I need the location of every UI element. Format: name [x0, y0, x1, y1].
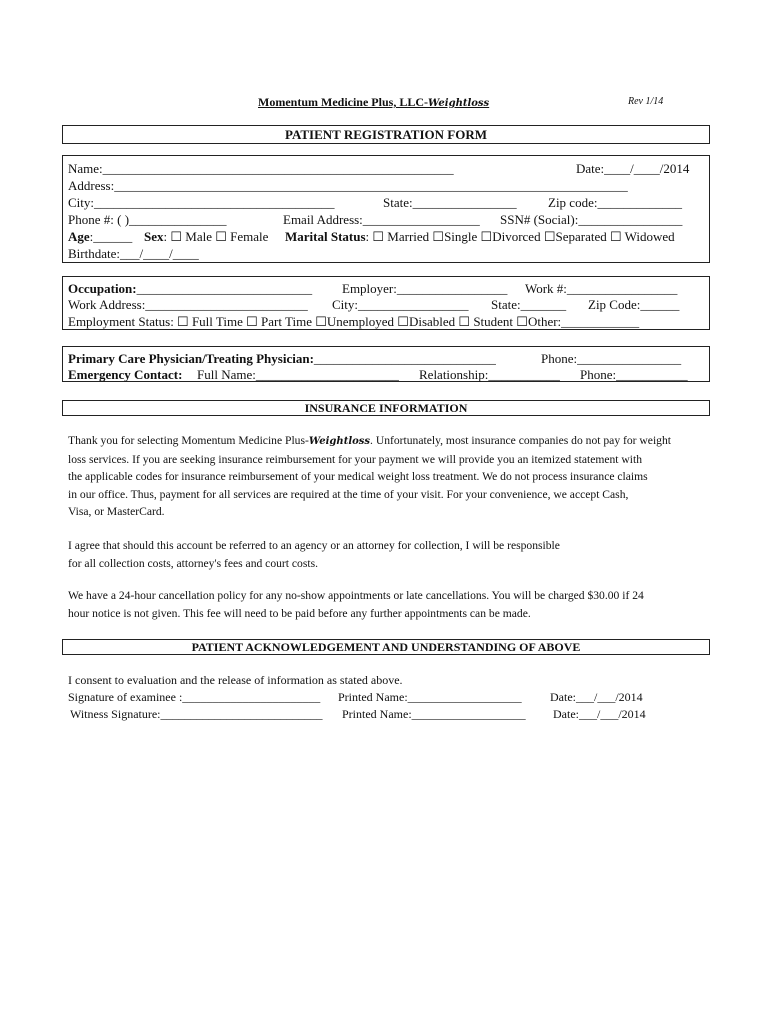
- occupation-label: Occupation:: [68, 281, 137, 296]
- zip-field[interactable]: Zip code:_____________: [548, 195, 682, 210]
- examinee-signature-field[interactable]: Signature of examinee :_______________________: [68, 690, 321, 704]
- insurance-p3-line-1: We have a 24-hour cancellation policy for any no-show appointments or late cancellations. You will be charged $30.00 if 24: [68, 589, 644, 602]
- acknowledgement-title: PATIENT ACKNOWLEDGEMENT AND UNDERSTANDING OF ABOVE: [62, 639, 710, 655]
- emergency-contact-label: Emergency Contact:: [68, 367, 183, 382]
- form-title: PATIENT REGISTRATION FORM: [62, 125, 710, 144]
- insurance-p2-line-2: for all collection costs, attorney's fees and court costs.: [68, 556, 318, 570]
- insurance-p1-line-1a: Thank you for selecting Momentum Medicine Plus-: [68, 434, 309, 447]
- age-field[interactable]: [68, 228, 132, 245]
- work-city-field[interactable]: City:_________________: [332, 297, 469, 312]
- marital-status-field[interactable]: [285, 228, 675, 245]
- phone-field[interactable]: Phone #: ( )_______________: [68, 212, 227, 227]
- company-name-text: Momentum Medicine Plus, LLC-: [258, 95, 428, 109]
- physician-label: Primary Care Physician/Treating Physician:: [68, 351, 314, 366]
- birthdate-field[interactable]: Birthdate:___/____/____: [68, 246, 199, 261]
- email-field[interactable]: Email Address:__________________: [283, 212, 480, 227]
- date-field[interactable]: Date:____/____/2014: [576, 161, 690, 176]
- insurance-p1-line-4: in our office. Thus, payment for all services are required at the time of your visit. For your convenience, we accept Cash,: [68, 487, 629, 501]
- employer-field[interactable]: Employer:_________________: [342, 281, 508, 296]
- examinee-date-field[interactable]: Date:___/___/2014: [550, 690, 643, 704]
- occupation-field[interactable]: [68, 280, 312, 297]
- age-label: Age: [68, 229, 90, 244]
- examinee-printed-name-field[interactable]: Printed Name:___________________: [338, 690, 522, 704]
- emergency-name-field[interactable]: Full Name:______________________: [197, 367, 399, 382]
- marital-status-label: Marital Status: [285, 229, 366, 244]
- witness-printed-name-field[interactable]: Printed Name:___________________: [342, 707, 526, 721]
- work-zip-field[interactable]: Zip Code:______: [588, 297, 680, 312]
- state-field[interactable]: State:________________: [383, 195, 517, 210]
- age-blank[interactable]: :______: [89, 229, 133, 244]
- company-name: [258, 95, 489, 110]
- insurance-title: INSURANCE INFORMATION: [62, 400, 710, 416]
- insurance-paragraph-1: [68, 432, 708, 521]
- marital-status-options[interactable]: : ☐ Married ☐Single ☐Divorced ☐Separated ☐ Widowed: [365, 229, 675, 244]
- insurance-p2-line-1: I agree that should this account be referred to an agency or an attorney for collection, I will be responsible: [68, 539, 560, 552]
- emergency-relationship-field[interactable]: Relationship:___________: [419, 367, 560, 382]
- sex-options[interactable]: : ☐ Male ☐ Female: [163, 229, 269, 244]
- insurance-p1-line-2: loss services. If you are seeking insurance reimbursement for your payment we will provide you an itemized statement with: [68, 452, 643, 466]
- physician-phone-field[interactable]: Phone:________________: [541, 351, 682, 366]
- work-state-field[interactable]: State:_______: [491, 297, 567, 312]
- address-field[interactable]: Address:_______________________________________________________________________________: [68, 178, 628, 193]
- sex-field[interactable]: [144, 228, 268, 245]
- physician-blank[interactable]: ____________________________: [313, 351, 496, 366]
- emergency-contact-field[interactable]: [68, 366, 182, 383]
- physician-field[interactable]: [68, 350, 496, 367]
- insurance-p1-line-1b: . Unfortunately, most insurance companies do not pay for weight: [370, 434, 671, 447]
- consent-statement: I consent to evaluation and the release of information as stated above.: [68, 673, 403, 687]
- name-field[interactable]: Name:______________________________________________________: [68, 161, 454, 176]
- insurance-paragraph-2: [68, 537, 708, 572]
- company-script-text: Weightloss: [428, 98, 490, 109]
- insurance-paragraph-3: [68, 587, 708, 622]
- witness-signature-field[interactable]: Witness Signature:___________________________: [70, 707, 323, 721]
- work-phone-field[interactable]: Work #:_________________: [525, 281, 678, 296]
- insurance-p1-line-3: the applicable codes for insurance reimbursement of your medical weight loss treatment. We do not process insurance claims: [68, 470, 648, 483]
- insurance-p1-line-1: [68, 432, 708, 451]
- city-field[interactable]: City:_____________________________________: [68, 195, 335, 210]
- witness-date-field[interactable]: Date:___/___/2014: [553, 707, 646, 721]
- sex-label: Sex: [144, 229, 164, 244]
- revision-label: Rev 1/14: [628, 96, 664, 107]
- insurance-p1-script: Weightloss: [308, 436, 371, 447]
- ssn-field[interactable]: SSN# (Social):________________: [500, 212, 683, 227]
- insurance-p3-line-2: hour notice is not given. This fee will need to be paid before any further appointments can be made.: [68, 606, 531, 620]
- work-address-field[interactable]: Work Address:_________________________: [68, 297, 308, 312]
- occupation-blank[interactable]: ___________________________: [136, 281, 313, 296]
- employment-status-field[interactable]: Employment Status: ☐ Full Time ☐ Part Time ☐Unemployed ☐Disabled ☐ Student ☐Other:____________: [68, 314, 640, 329]
- emergency-phone-field[interactable]: Phone:___________: [580, 367, 688, 382]
- insurance-p1-line-5: Visa, or MasterCard.: [68, 505, 165, 518]
